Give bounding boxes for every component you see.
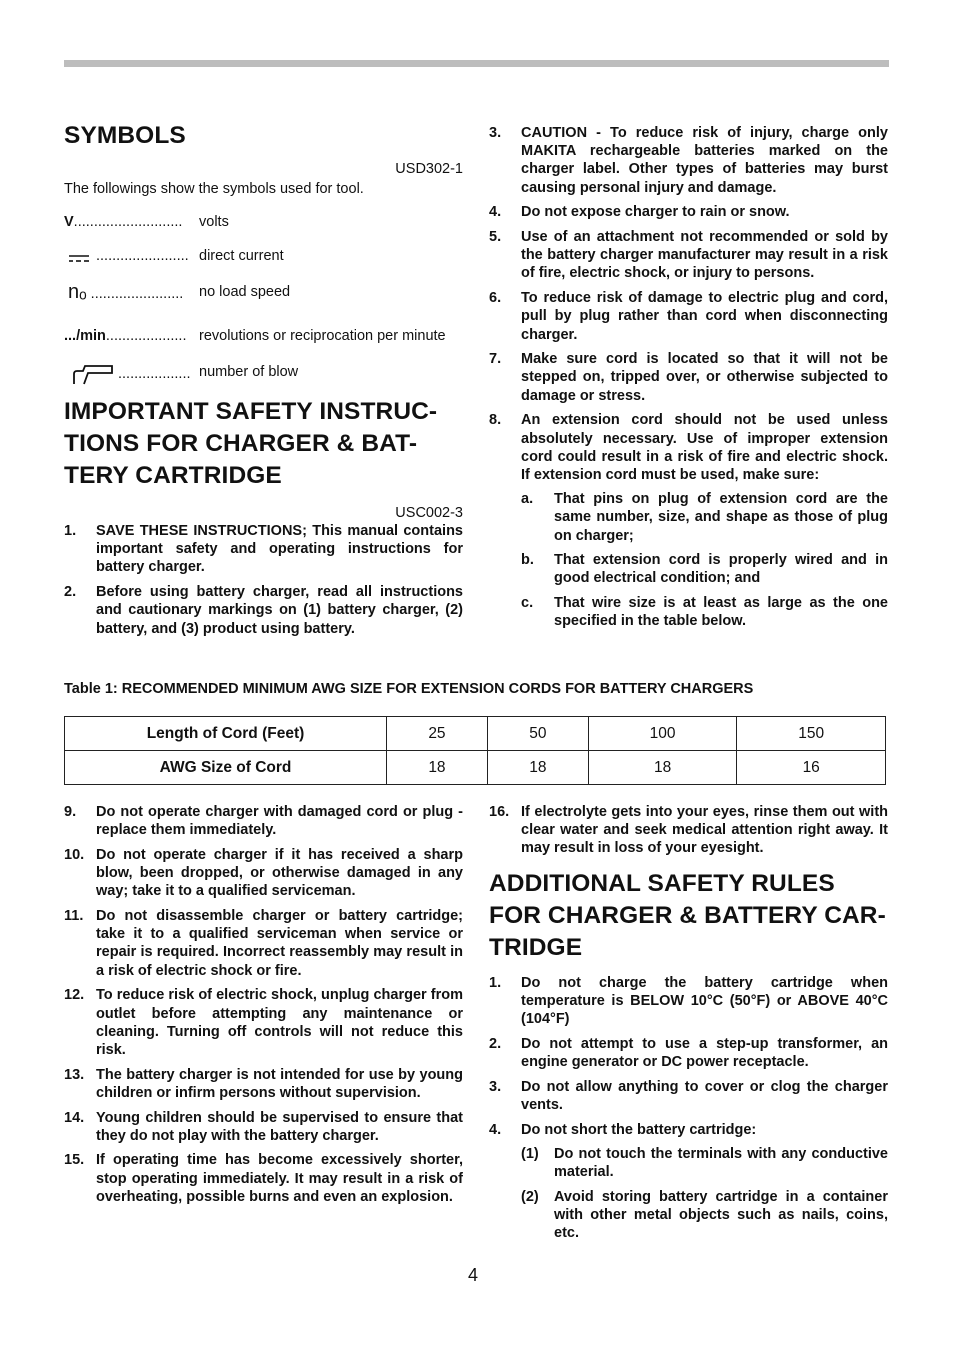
list-item: a. That pins on plug of extension cord are the same number, size, and shape as those of plug on charger; — [521, 491, 888, 544]
safety-list-lower-left — [64, 803, 463, 1206]
number-of-blow-icon — [72, 363, 114, 385]
table-cell: 50 — [487, 717, 588, 751]
lower-right-column — [489, 803, 888, 1249]
list-item: 3. Do not allow anything to cover or clog the charger vents. — [489, 1078, 888, 1113]
symbol-number-of-blow: .................. number of blow — [64, 361, 463, 385]
list-item: 11. Do not disassemble charger or battery cartridge; take it to a qualified serviceman when service or repair is required. Incorrect reassembly may result in a risk of electric shock or fire. — [64, 908, 463, 979]
safety-list-lower-right — [489, 803, 888, 858]
symbol-direct-current: ....................... direct current — [64, 247, 463, 265]
symbols-code: USD302-1 — [395, 161, 463, 177]
list-item: 10. Do not operate charger if it has received a sharp blow, been dropped, or otherwise damaged in any way; take it to a qualified serviceman. — [64, 846, 463, 900]
list-item: 8. An extension cord should not be used unless absolutely necessary. Use of improper extension cord could result in a risk of fire and electric shock. If extension cord must be used, make sure: a. That pins on plug of extension cord are the same number, size, and shape as those of plug on charger; b. That extension cord is properly wired and in good electrical condition; and c. That wire size is at least as large as the one specified in the table below. — [489, 412, 888, 630]
table-cell: 18 — [588, 751, 737, 785]
lower-left-column — [64, 803, 463, 1213]
table-row — [65, 751, 886, 785]
list-item: 14. Young children should be supervised to ensure that they do not play with the battery charger. — [64, 1109, 463, 1144]
short-circuit-sublist — [521, 1145, 888, 1243]
list-item: 2. Do not attempt to use a step-up transformer, an engine generator or DC power receptacle. — [489, 1035, 888, 1070]
list-item: 5. Use of an attachment not recommended or sold by the battery charger manufacturer may result in a risk of fire, electric shock, or injury to persons. — [489, 229, 888, 282]
list-item: 1. Do not charge the battery cartridge when temperature is BELOW 10°C (50°F) or ABOVE 40°C (104°F) — [489, 974, 888, 1028]
symbol-v: V — [64, 214, 74, 230]
table-cell: 25 — [387, 717, 488, 751]
symbol-volts: V........................... volts — [64, 214, 229, 230]
awg-table — [64, 716, 886, 785]
table-cell: 18 — [387, 751, 488, 785]
table-row-label: Length of Cord (Feet) — [65, 717, 387, 751]
list-item: 9. Do not operate charger with damaged cord or plug - replace them immediately. — [64, 804, 463, 839]
list-item: 15. If operating time has become excessively shorter, stop operating immediately. It may result in a risk of overheating, possible burns and even an explosion. — [64, 1152, 463, 1205]
list-item: 6. To reduce risk of damage to electric plug and cord, pull by plug rather than cord when disconnecting charger. — [489, 290, 888, 343]
no-load-speed-symbol: nₒ — [68, 283, 87, 303]
table-row-label: AWG Size of Cord — [65, 751, 387, 785]
left-column — [64, 118, 463, 644]
page-number: 4 — [468, 1265, 479, 1285]
table-cell: 100 — [588, 717, 737, 751]
list-item: 7. Make sure cord is located so that it will not be stepped on, tripped over, or otherwise subjected to damage or stress. — [489, 351, 888, 404]
table-cell: 150 — [737, 717, 886, 751]
symbol-per-minute: .../min.................... revolutions or reciprocation per minute — [64, 328, 446, 344]
table-row — [65, 717, 886, 751]
list-item: 12. To reduce risk of electric shock, unplug charger from outlet before attempting any maintenance or cleaning. Turning off controls will not reduce this risk. — [64, 987, 463, 1058]
list-item: c. That wire size is at least as large as the one specified in the table below. — [521, 595, 888, 630]
safety-list-right — [489, 124, 888, 631]
right-column — [489, 124, 888, 637]
top-rule — [64, 60, 889, 67]
table-cell: 18 — [487, 751, 588, 785]
list-item: 3. CAUTION - To reduce risk of injury, charge only MAKITA rechargeable batteries marked on the charger label. Other types of batteries may burst causing personal injury and damage. — [489, 125, 888, 196]
list-item: 2. Before using battery charger, read all instructions and cautionary markings on (1) battery charger, (2) battery, and (3) product using battery. — [64, 584, 463, 637]
symbols-heading: SYMBOLS — [64, 122, 186, 149]
symbols-intro: The followings show the symbols used for tool. — [64, 181, 364, 197]
list-item: b. That extension cord is properly wired and in good electrical condition; and — [521, 552, 888, 587]
safety-code: USC002-3 — [395, 505, 463, 521]
list-item: (1) Do not touch the terminals with any conductive material. — [521, 1145, 888, 1180]
safety-list-left — [64, 522, 463, 638]
list-item: 1. SAVE THESE INSTRUCTIONS; This manual contains important safety and operating instructions for battery charger. — [64, 523, 463, 576]
list-item: (2) Avoid storing battery cartridge in a container with other metal objects such as nails, coins, etc. — [521, 1188, 888, 1242]
list-item: 4. Do not short the battery cartridge: (1) Do not touch the terminals with any conductive material. (2) Avoid storing battery cartridge in a container with other metal objects such as nails, coins, etc. — [489, 1121, 888, 1242]
additional-list — [489, 974, 888, 1243]
additional-heading: ADDITIONAL SAFETY RULES FOR CHARGER & BATTERY CAR- TRIDGE — [489, 869, 886, 961]
direct-current-icon — [68, 251, 90, 261]
list-item: 4. Do not expose charger to rain or snow. — [489, 204, 790, 221]
symbol-no-load-speed: nₒ ....................... no load speed — [68, 283, 291, 303]
list-item: 16. If electrolyte gets into your eyes, rinse them out with clear water and seek medical attention right away. It may result in loss of your eyesight. — [489, 804, 888, 857]
safety-heading: IMPORTANT SAFETY INSTRUC- TIONS FOR CHARGER & BAT- TERY CARTRIDGE — [64, 398, 438, 489]
table-caption: Table 1: RECOMMENDED MINIMUM AWG SIZE FOR EXTENSION CORDS FOR BATTERY CHARGERS — [64, 681, 754, 697]
table-cell: 16 — [737, 751, 886, 785]
extension-cord-sublist — [521, 490, 888, 630]
list-item: 13. The battery charger is not intended for use by young children or infirm persons without supervision. — [64, 1066, 463, 1101]
